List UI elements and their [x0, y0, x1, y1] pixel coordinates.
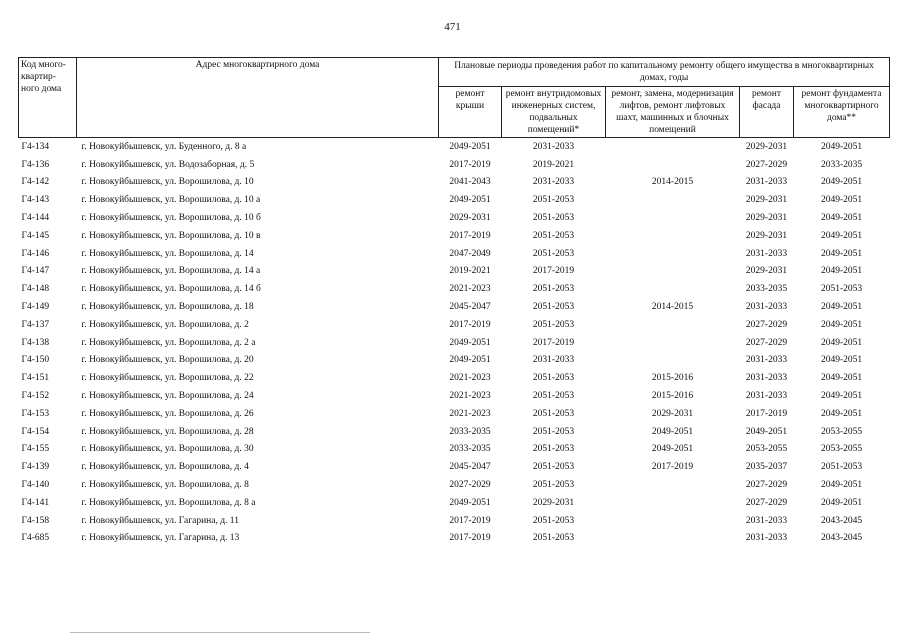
cell-address: г. Новокуйбышевск, ул. Ворошилова, д. 20 [81, 355, 254, 366]
cell-facade: 2027-2029 [745, 337, 788, 348]
table-row [19, 441, 890, 459]
cell-systems: 2051-2053 [532, 284, 575, 295]
header-code: Код много-квартир-ного дома [19, 58, 77, 138]
cell-roof: 2049-2051 [449, 141, 491, 152]
cell-facade: 2031-2033 [745, 248, 788, 259]
cell-lifts [606, 334, 740, 352]
cell-lifts [606, 263, 740, 281]
table-row [19, 512, 890, 530]
cell-code: Г4-146 [21, 248, 50, 259]
cell-systems: 2031-2033 [532, 177, 575, 188]
cell-foundation: 2049-2051 [820, 177, 863, 188]
cell-address: г. Новокуйбышевск, ул. Водозаборная, д. 5 [81, 159, 255, 170]
cell-facade: 2049-2051 [745, 426, 788, 437]
table-row [19, 263, 890, 281]
cell-systems: 2019-2021 [532, 159, 575, 170]
cell-roof: 2017-2019 [449, 230, 491, 241]
cell-address: г. Новокуйбышевск, ул. Ворошилова, д. 8 а [81, 497, 256, 508]
cell-roof: 2049-2051 [449, 355, 491, 366]
cell-roof: 2033-2035 [449, 444, 491, 455]
table-row [19, 298, 890, 316]
cell-code: Г4-151 [21, 373, 50, 384]
cell-facade: 2031-2033 [745, 533, 788, 544]
cell-roof: 2045-2047 [449, 302, 491, 313]
cell-roof: 2021-2023 [449, 373, 491, 384]
cell-facade: 2029-2031 [745, 141, 788, 152]
cell-foundation: 2049-2051 [820, 408, 863, 419]
cell-code: Г4-155 [21, 444, 50, 455]
cell-systems: 2051-2053 [532, 248, 575, 259]
cell-systems: 2029-2031 [532, 497, 575, 508]
cell-lifts: 2014-2015 [651, 302, 694, 313]
cell-code: Г4-145 [21, 230, 50, 241]
cell-foundation: 2049-2051 [820, 213, 863, 224]
cell-address: г. Новокуйбышевск, ул. Гагарина, д. 11 [81, 515, 239, 526]
cell-code: Г4-149 [21, 302, 50, 313]
cell-lifts: 2017-2019 [651, 462, 694, 473]
cell-roof: 2021-2023 [449, 284, 491, 295]
cell-facade: 2027-2029 [745, 497, 788, 508]
header-foundation: ремонт фундамента многоквартирного дома** [794, 87, 890, 138]
cell-roof: 2047-2049 [449, 248, 491, 259]
header-address: Адрес многоквартирного дома [77, 58, 439, 138]
cell-roof: 2049-2051 [449, 337, 491, 348]
cell-address: г. Новокуйбышевск, ул. Ворошилова, д. 28 [81, 426, 254, 437]
cell-facade: 2029-2031 [745, 230, 788, 241]
cell-code: Г4-137 [21, 319, 50, 330]
cell-foundation: 2043-2045 [820, 533, 863, 544]
table-row [19, 209, 890, 227]
table-row [19, 280, 890, 298]
table-row [19, 138, 890, 156]
cell-code: Г4-150 [21, 355, 50, 366]
cell-address: г. Новокуйбышевск, ул. Ворошилова, д. 14 б [81, 284, 261, 295]
cell-lifts [606, 494, 740, 512]
cell-facade: 2029-2031 [745, 195, 788, 206]
cell-lifts [606, 138, 740, 156]
cell-address: г. Новокуйбышевск, ул. Ворошилова, д. 18 [81, 302, 254, 313]
cell-roof: 2045-2047 [449, 462, 491, 473]
cell-code: Г4-136 [21, 159, 50, 170]
cell-lifts [606, 352, 740, 370]
cell-foundation: 2051-2053 [820, 462, 863, 473]
cell-roof: 2033-2035 [449, 426, 491, 437]
cell-lifts [606, 156, 740, 174]
cell-facade: 2035-2037 [745, 462, 788, 473]
cell-lifts [606, 245, 740, 263]
cell-facade: 2027-2029 [745, 319, 788, 330]
cell-address: г. Новокуйбышевск, ул. Ворошилова, д. 30 [81, 444, 254, 455]
cell-systems: 2051-2053 [532, 462, 575, 473]
table-row [19, 494, 890, 512]
cell-roof: 2017-2019 [449, 533, 491, 544]
cell-systems: 2051-2053 [532, 480, 575, 491]
cell-code: Г4-144 [21, 213, 50, 224]
cell-facade: 2031-2033 [745, 177, 788, 188]
header-lifts: ремонт, замена, модернизация лифтов, ремонт лифтовых шахт, машинных и блочных помещений [606, 87, 740, 138]
cell-foundation: 2053-2055 [820, 444, 863, 455]
cell-facade: 2053-2055 [745, 444, 788, 455]
cell-code: Г4-153 [21, 408, 50, 419]
cell-roof: 2021-2023 [449, 391, 491, 402]
cell-systems: 2017-2019 [532, 266, 575, 277]
cell-foundation: 2049-2051 [820, 230, 863, 241]
cell-lifts: 2015-2016 [651, 373, 694, 384]
cell-systems: 2051-2053 [532, 302, 575, 313]
cell-lifts [606, 227, 740, 245]
table-row [19, 334, 890, 352]
cell-foundation: 2049-2051 [820, 373, 863, 384]
cell-lifts [606, 476, 740, 494]
cell-facade: 2017-2019 [745, 408, 788, 419]
cell-address: г. Новокуйбышевск, ул. Ворошилова, д. 26 [81, 408, 254, 419]
cell-foundation: 2049-2051 [820, 337, 863, 348]
cell-systems: 2051-2053 [532, 408, 575, 419]
header-row-top [19, 58, 890, 87]
cell-systems: 2051-2053 [532, 444, 575, 455]
cell-address: г. Новокуйбышевск, ул. Ворошилова, д. 10 [81, 177, 254, 188]
cell-lifts: 2015-2016 [651, 391, 694, 402]
table-row [19, 530, 890, 548]
cell-systems: 2051-2053 [532, 391, 575, 402]
table-body [19, 138, 890, 548]
cell-foundation: 2049-2051 [820, 319, 863, 330]
cell-roof: 2019-2021 [449, 266, 491, 277]
cell-lifts: 2029-2031 [651, 408, 694, 419]
cell-roof: 2017-2019 [449, 515, 491, 526]
table-row [19, 387, 890, 405]
cell-roof: 2049-2051 [449, 195, 491, 206]
cell-lifts [606, 512, 740, 530]
cell-foundation: 2053-2055 [820, 426, 863, 437]
cell-facade: 2031-2033 [745, 391, 788, 402]
cell-code: Г4-139 [21, 462, 50, 473]
cell-lifts: 2049-2051 [651, 426, 694, 437]
cell-foundation: 2049-2051 [820, 391, 863, 402]
cell-address: г. Новокуйбышевск, ул. Ворошилова, д. 10 б [81, 213, 261, 224]
cell-lifts [606, 191, 740, 209]
cell-address: г. Новокуйбышевск, ул. Гагарина, д. 13 [81, 533, 240, 544]
cell-foundation: 2049-2051 [820, 266, 863, 277]
cell-code: Г4-158 [21, 515, 50, 526]
cell-code: Г4-143 [21, 195, 50, 206]
cell-address: г. Новокуйбышевск, ул. Ворошилова, д. 24 [81, 391, 254, 402]
table-row [19, 476, 890, 494]
cell-systems: 2051-2053 [532, 230, 575, 241]
cell-foundation: 2049-2051 [820, 248, 863, 259]
cell-roof: 2021-2023 [449, 408, 491, 419]
cell-lifts: 2049-2051 [651, 444, 694, 455]
cell-facade: 2033-2035 [745, 284, 788, 295]
cell-address: г. Новокуйбышевск, ул. Ворошилова, д. 4 [81, 462, 249, 473]
table-row [19, 156, 890, 174]
cell-address: г. Новокуйбышевск, ул. Ворошилова, д. 10 а [81, 195, 261, 206]
cell-foundation: 2043-2045 [820, 515, 863, 526]
cell-systems: 2051-2053 [532, 373, 575, 384]
table-row [19, 423, 890, 441]
cell-address: г. Новокуйбышевск, ул. Ворошилова, д. 22 [81, 373, 254, 384]
table-row [19, 316, 890, 334]
table-header [19, 58, 890, 138]
cell-foundation: 2049-2051 [820, 355, 863, 366]
cell-roof: 2027-2029 [449, 480, 491, 491]
cell-code: Г4-141 [21, 497, 50, 508]
cell-foundation: 2049-2051 [820, 195, 863, 206]
cell-systems: 2051-2053 [532, 515, 575, 526]
cell-code: Г4-134 [21, 141, 50, 152]
cell-systems: 2051-2053 [532, 213, 575, 224]
cell-facade: 2029-2031 [745, 213, 788, 224]
page-number: 471 [444, 21, 461, 33]
cell-code: Г4-140 [21, 480, 50, 491]
cell-systems: 2031-2033 [532, 355, 575, 366]
cell-address: г. Новокуйбышевск, ул. Ворошилова, д. 2 а [81, 337, 256, 348]
cell-code: Г4-142 [21, 177, 50, 188]
header-roof: ремонт крыши [439, 87, 502, 138]
cell-facade: 2031-2033 [745, 373, 788, 384]
cell-address: г. Новокуйбышевск, ул. Буденного, д. 8 а [81, 141, 247, 152]
cell-roof: 2041-2043 [449, 177, 491, 188]
table-row [19, 352, 890, 370]
cell-systems: 2051-2053 [532, 426, 575, 437]
cell-facade: 2031-2033 [745, 302, 788, 313]
cell-foundation: 2049-2051 [820, 302, 863, 313]
table-row [19, 191, 890, 209]
cell-systems: 2051-2053 [532, 319, 575, 330]
cell-roof: 2017-2019 [449, 159, 491, 170]
cell-foundation: 2049-2051 [820, 141, 863, 152]
cell-code: Г4-685 [21, 533, 50, 544]
cell-roof: 2029-2031 [449, 213, 491, 224]
cell-facade: 2031-2033 [745, 355, 788, 366]
cell-roof: 2049-2051 [449, 497, 491, 508]
cell-facade: 2027-2029 [745, 159, 788, 170]
cell-address: г. Новокуйбышевск, ул. Ворошилова, д. 8 [81, 480, 249, 491]
table-row [19, 227, 890, 245]
cell-lifts [606, 530, 740, 548]
cell-facade: 2027-2029 [745, 480, 788, 491]
cell-code: Г4-154 [21, 426, 50, 437]
cell-address: г. Новокуйбышевск, ул. Ворошилова, д. 10 в [81, 230, 261, 241]
capital-repair-schedule-table [18, 57, 890, 547]
cell-systems: 2051-2053 [532, 195, 575, 206]
bottom-rule [70, 632, 370, 633]
cell-code: Г4-147 [21, 266, 50, 277]
header-facade: ремонт фасада [740, 87, 794, 138]
cell-lifts [606, 316, 740, 334]
cell-lifts [606, 209, 740, 227]
cell-roof: 2017-2019 [449, 319, 491, 330]
cell-code: Г4-152 [21, 391, 50, 402]
table-row [19, 369, 890, 387]
table-row [19, 245, 890, 263]
cell-code: Г4-138 [21, 337, 50, 348]
header-periods: Плановые периоды проведения работ по капитальному ремонту общего имущества в многоквартирных домах, годы [439, 58, 890, 87]
cell-lifts: 2014-2015 [651, 177, 694, 188]
cell-foundation: 2049-2051 [820, 497, 863, 508]
table-row [19, 458, 890, 476]
cell-address: г. Новокуйбышевск, ул. Ворошилова, д. 14 а [81, 266, 261, 277]
table-row [19, 405, 890, 423]
cell-facade: 2029-2031 [745, 266, 788, 277]
cell-code: Г4-148 [21, 284, 50, 295]
cell-address: г. Новокуйбышевск, ул. Ворошилова, д. 2 [81, 319, 249, 330]
cell-systems: 2051-2053 [532, 533, 575, 544]
cell-address: г. Новокуйбышевск, ул. Ворошилова, д. 14 [81, 248, 254, 259]
cell-foundation: 2051-2053 [820, 284, 863, 295]
cell-systems: 2017-2019 [532, 337, 575, 348]
cell-foundation: 2033-2035 [820, 159, 863, 170]
cell-facade: 2031-2033 [745, 515, 788, 526]
cell-systems: 2031-2033 [532, 141, 575, 152]
header-systems: ремонт внутридомовых инженерных систем, подвальных помещений* [502, 87, 606, 138]
table-row [19, 174, 890, 192]
cell-lifts [606, 280, 740, 298]
cell-foundation: 2049-2051 [820, 480, 863, 491]
